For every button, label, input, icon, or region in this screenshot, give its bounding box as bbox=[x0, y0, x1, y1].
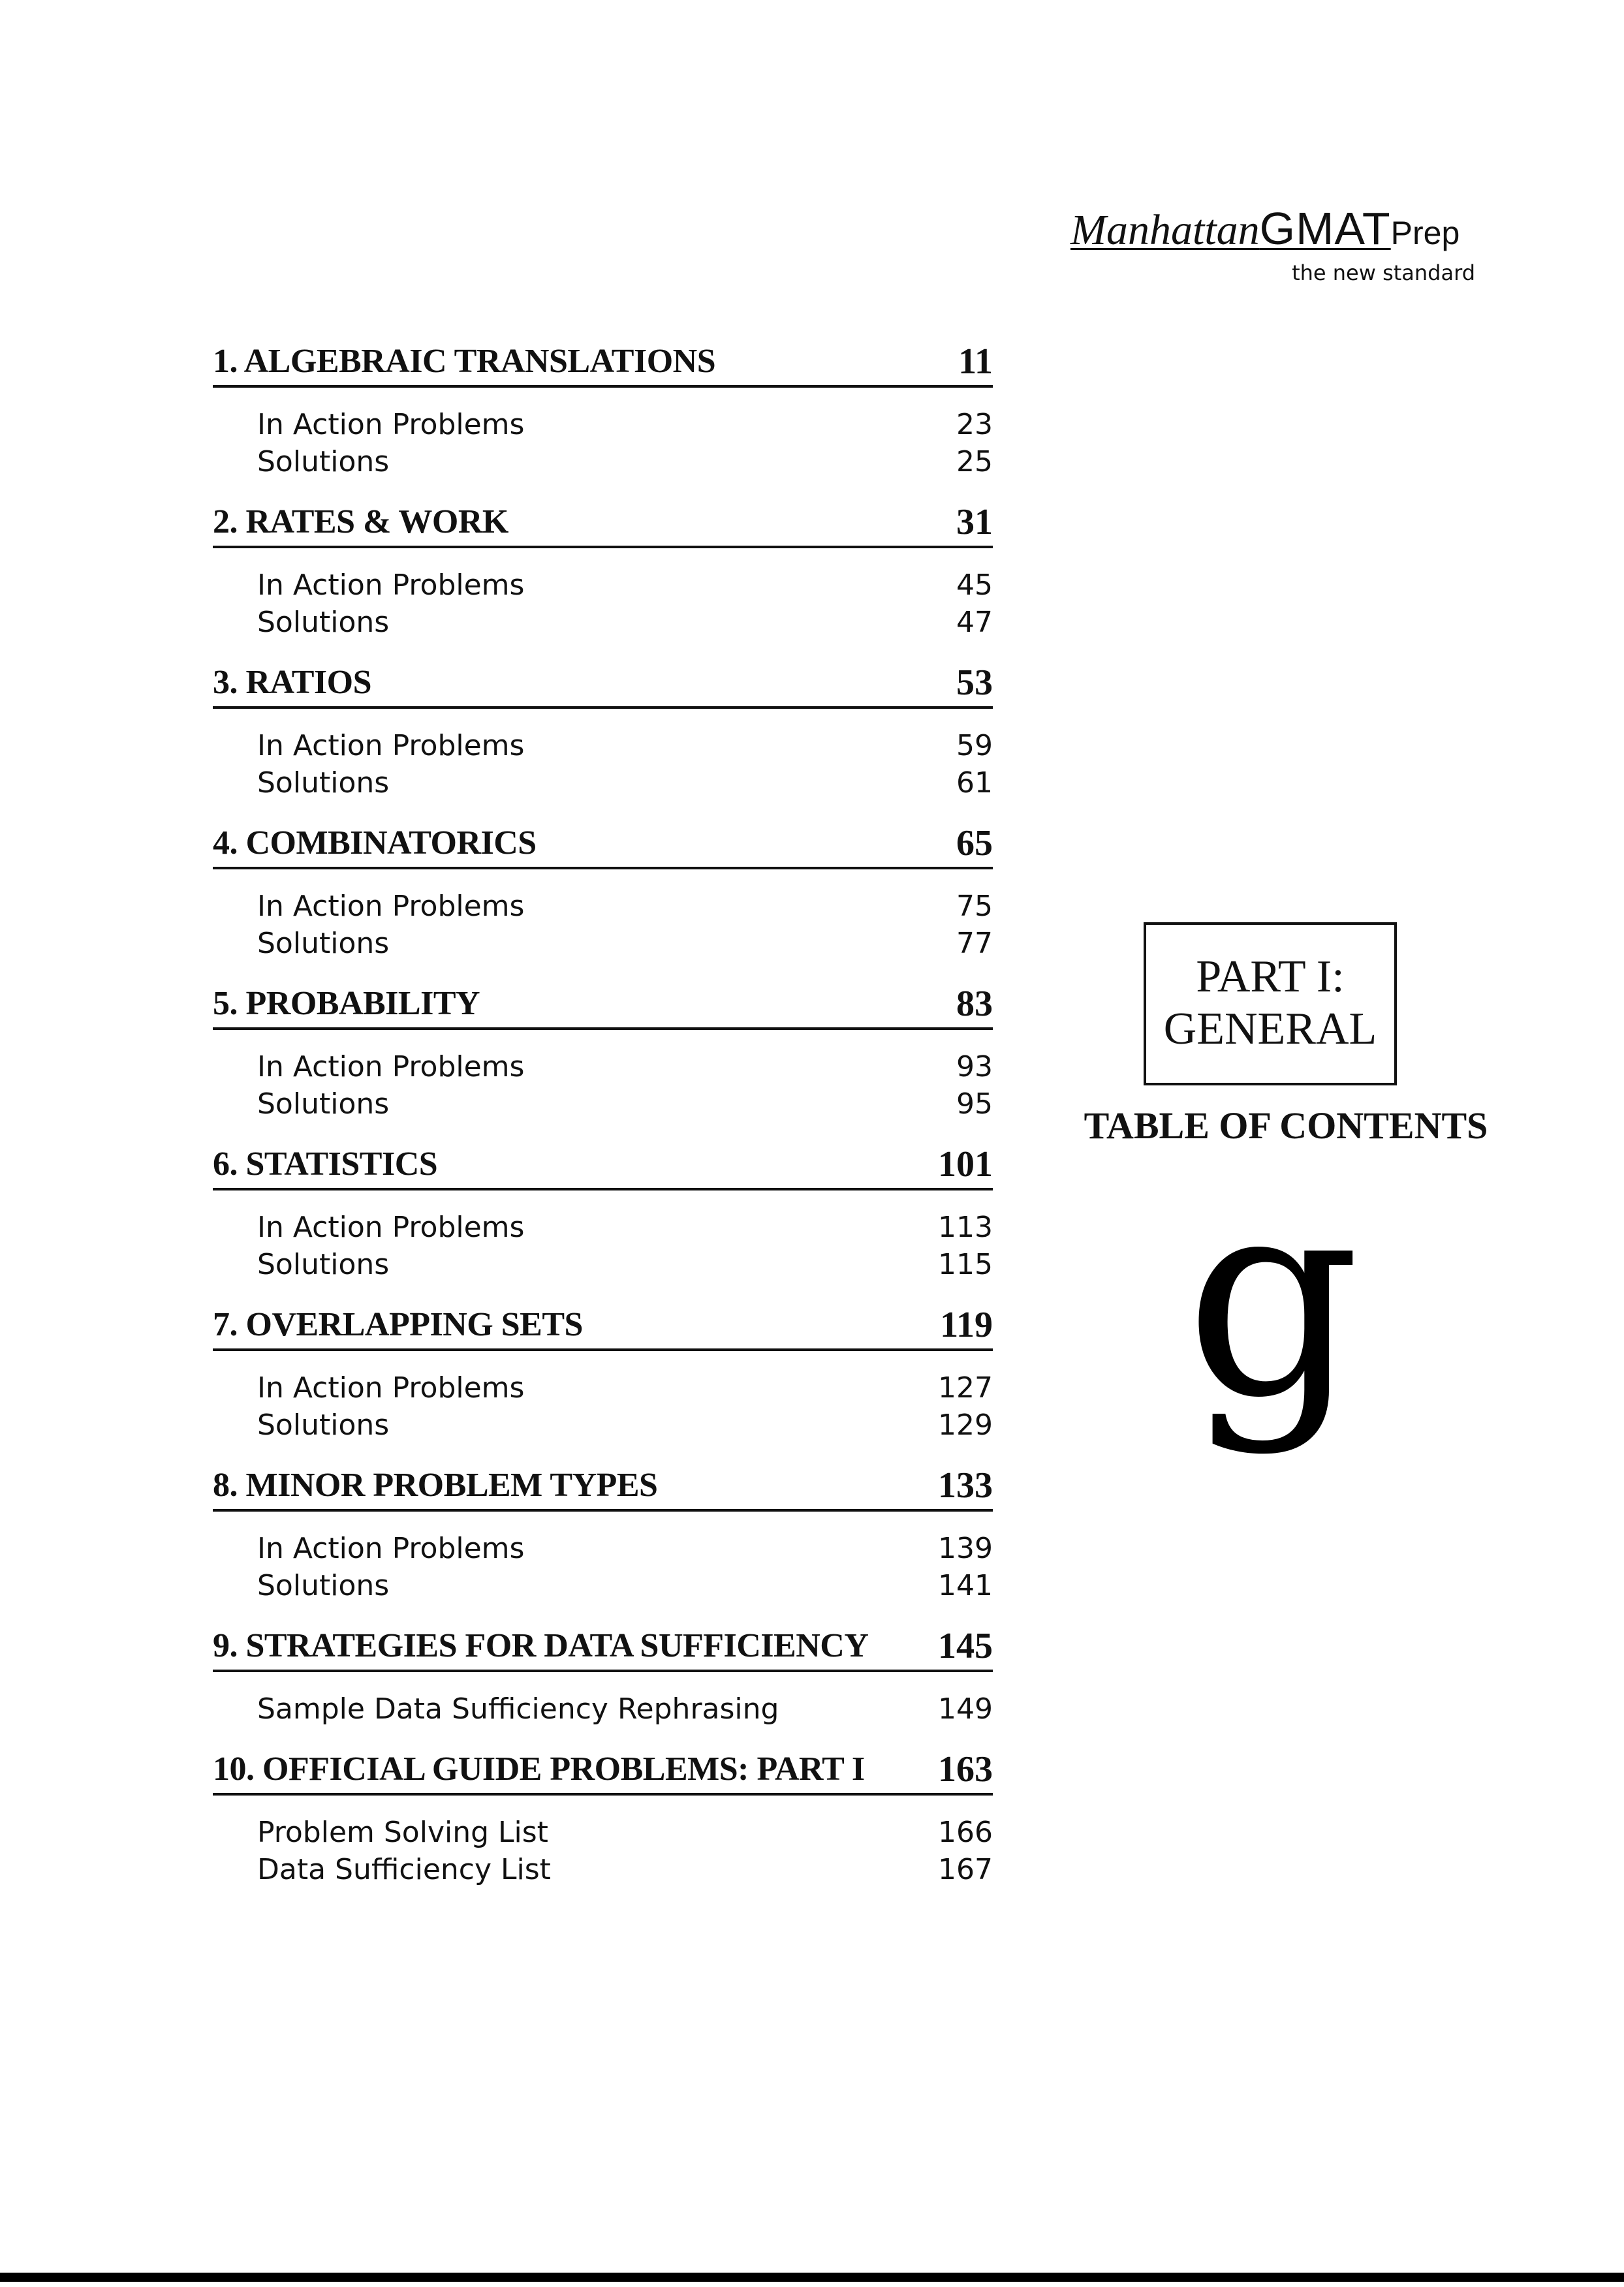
chapter-page: 163 bbox=[938, 1749, 993, 1790]
sub-page: 129 bbox=[938, 1408, 993, 1442]
sub-entry[interactable] bbox=[257, 888, 993, 925]
chapter-entry bbox=[213, 821, 993, 982]
chapter-title: 2. RATES & WORK bbox=[213, 503, 508, 540]
sub-label: Data Sufficiency List bbox=[257, 1853, 551, 1886]
chapter-page: 133 bbox=[938, 1465, 993, 1506]
chapter-entry bbox=[213, 1142, 993, 1303]
chapter-page: 119 bbox=[940, 1305, 993, 1345]
sub-label: In Action Problems bbox=[257, 408, 525, 441]
sub-entry[interactable] bbox=[257, 1048, 993, 1085]
sub-entry[interactable] bbox=[257, 567, 993, 604]
bottom-border-rule bbox=[0, 2273, 1624, 2282]
sub-page: 45 bbox=[956, 568, 993, 602]
sub-page: 139 bbox=[938, 1532, 993, 1565]
chapter-title: 5. PROBABILITY bbox=[213, 985, 480, 1022]
chapter-heading[interactable] bbox=[213, 500, 993, 548]
chapter-entry bbox=[213, 982, 993, 1142]
chapter-heading[interactable] bbox=[213, 1747, 993, 1796]
chapter-page: 31 bbox=[956, 502, 993, 542]
chapter-entry bbox=[213, 661, 993, 821]
part-label-box bbox=[1144, 922, 1397, 1085]
sub-entry[interactable] bbox=[257, 1246, 993, 1283]
chapter-heading[interactable] bbox=[213, 661, 993, 709]
sub-label: In Action Problems bbox=[257, 729, 525, 762]
sub-entry[interactable] bbox=[257, 1369, 993, 1407]
sub-label: Solutions bbox=[257, 445, 390, 478]
chapter-heading[interactable] bbox=[213, 1303, 993, 1351]
sub-entry[interactable] bbox=[257, 1851, 993, 1888]
sub-label: Solutions bbox=[257, 1408, 390, 1442]
chapter-entry bbox=[213, 500, 993, 661]
sub-label: Problem Solving List bbox=[257, 1816, 548, 1849]
sub-page: 115 bbox=[938, 1248, 993, 1281]
chapter-entry bbox=[213, 1303, 993, 1463]
brand-script: Manhattan bbox=[1070, 206, 1260, 254]
sub-entry[interactable] bbox=[257, 925, 993, 962]
chapter-heading[interactable] bbox=[213, 821, 993, 869]
chapter-page: 65 bbox=[956, 823, 993, 863]
sub-label: Solutions bbox=[257, 1569, 390, 1602]
chapter-title: 9. STRATEGIES FOR DATA SUFFICIENCY bbox=[213, 1627, 869, 1664]
sub-label: In Action Problems bbox=[257, 568, 525, 602]
sub-page: 61 bbox=[956, 766, 993, 800]
chapter-entry bbox=[213, 1624, 993, 1747]
chapter-heading[interactable] bbox=[213, 1463, 993, 1512]
sub-label: In Action Problems bbox=[257, 1050, 525, 1083]
sub-entry[interactable] bbox=[257, 1690, 993, 1728]
brand-prep: Prep bbox=[1390, 215, 1460, 251]
sub-page: 23 bbox=[956, 408, 993, 441]
chapter-title: 7. OVERLAPPING SETS bbox=[213, 1306, 583, 1343]
sub-label: In Action Problems bbox=[257, 1371, 525, 1405]
sub-page: 166 bbox=[938, 1816, 993, 1849]
sub-entry[interactable] bbox=[257, 1530, 993, 1567]
chapter-entry bbox=[213, 339, 993, 500]
sub-entry[interactable] bbox=[257, 1567, 993, 1604]
sub-label: In Action Problems bbox=[257, 1532, 525, 1565]
sub-label: Solutions bbox=[257, 1248, 390, 1281]
chapter-page: 83 bbox=[956, 984, 993, 1024]
sub-label: Solutions bbox=[257, 1087, 390, 1121]
sub-entry[interactable] bbox=[257, 764, 993, 801]
sub-entry[interactable] bbox=[257, 604, 993, 641]
sub-page: 127 bbox=[938, 1371, 993, 1405]
brand-gmat: GMAT bbox=[1259, 203, 1391, 254]
sub-page: 141 bbox=[938, 1569, 993, 1602]
part-number: PART I: bbox=[1196, 952, 1345, 1002]
chapter-title: 6. STATISTICS bbox=[213, 1145, 438, 1183]
chapter-heading[interactable] bbox=[213, 1624, 993, 1672]
sub-entry[interactable] bbox=[257, 443, 993, 480]
g-logo-icon: g bbox=[1185, 1139, 1361, 1458]
sub-page: 25 bbox=[956, 445, 993, 478]
sub-entry[interactable] bbox=[257, 1814, 993, 1851]
chapter-title: 10. OFFICIAL GUIDE PROBLEMS: PART I bbox=[213, 1750, 865, 1788]
brand-tagline: the new standard bbox=[1292, 260, 1475, 285]
sub-page: 77 bbox=[956, 927, 993, 960]
sub-entry[interactable] bbox=[257, 406, 993, 443]
sub-entry[interactable] bbox=[257, 1209, 993, 1246]
brand-logo bbox=[1070, 202, 1514, 285]
part-name: GENERAL bbox=[1163, 1004, 1377, 1054]
chapter-page: 53 bbox=[956, 662, 993, 703]
chapter-entry bbox=[213, 1747, 993, 1908]
sub-page: 113 bbox=[938, 1211, 993, 1244]
chapter-title: 4. COMBINATORICS bbox=[213, 824, 537, 862]
table-of-contents-heading: TABLE OF CONTENTS bbox=[1084, 1104, 1488, 1147]
sub-page: 75 bbox=[956, 890, 993, 923]
chapter-heading[interactable] bbox=[213, 1142, 993, 1190]
sub-entry[interactable] bbox=[257, 1085, 993, 1123]
sub-label: Solutions bbox=[257, 927, 390, 960]
chapter-heading[interactable] bbox=[213, 982, 993, 1030]
sub-page: 167 bbox=[938, 1853, 993, 1886]
brand-name bbox=[1070, 202, 1514, 259]
chapter-heading[interactable] bbox=[213, 339, 993, 388]
sub-label: In Action Problems bbox=[257, 1211, 525, 1244]
sub-label: Solutions bbox=[257, 766, 390, 800]
sub-page: 149 bbox=[938, 1692, 993, 1726]
sub-entry[interactable] bbox=[257, 727, 993, 764]
sub-page: 47 bbox=[956, 606, 993, 639]
sub-label: Solutions bbox=[257, 606, 390, 639]
sub-page: 93 bbox=[956, 1050, 993, 1083]
table-of-contents-list bbox=[213, 339, 993, 1908]
sub-label: In Action Problems bbox=[257, 890, 525, 923]
sub-entry[interactable] bbox=[257, 1407, 993, 1444]
chapter-page: 11 bbox=[958, 341, 993, 382]
chapter-entry bbox=[213, 1463, 993, 1624]
sub-label: Sample Data Sufficiency Rephrasing bbox=[257, 1692, 779, 1726]
chapter-page: 101 bbox=[938, 1144, 993, 1185]
chapter-page: 145 bbox=[938, 1626, 993, 1666]
sub-page: 59 bbox=[956, 729, 993, 762]
sub-page: 95 bbox=[956, 1087, 993, 1121]
chapter-title: 3. RATIOS bbox=[213, 664, 372, 701]
chapter-title: 8. MINOR PROBLEM TYPES bbox=[213, 1467, 658, 1504]
chapter-title: 1. ALGEBRAIC TRANSLATIONS bbox=[213, 343, 716, 380]
